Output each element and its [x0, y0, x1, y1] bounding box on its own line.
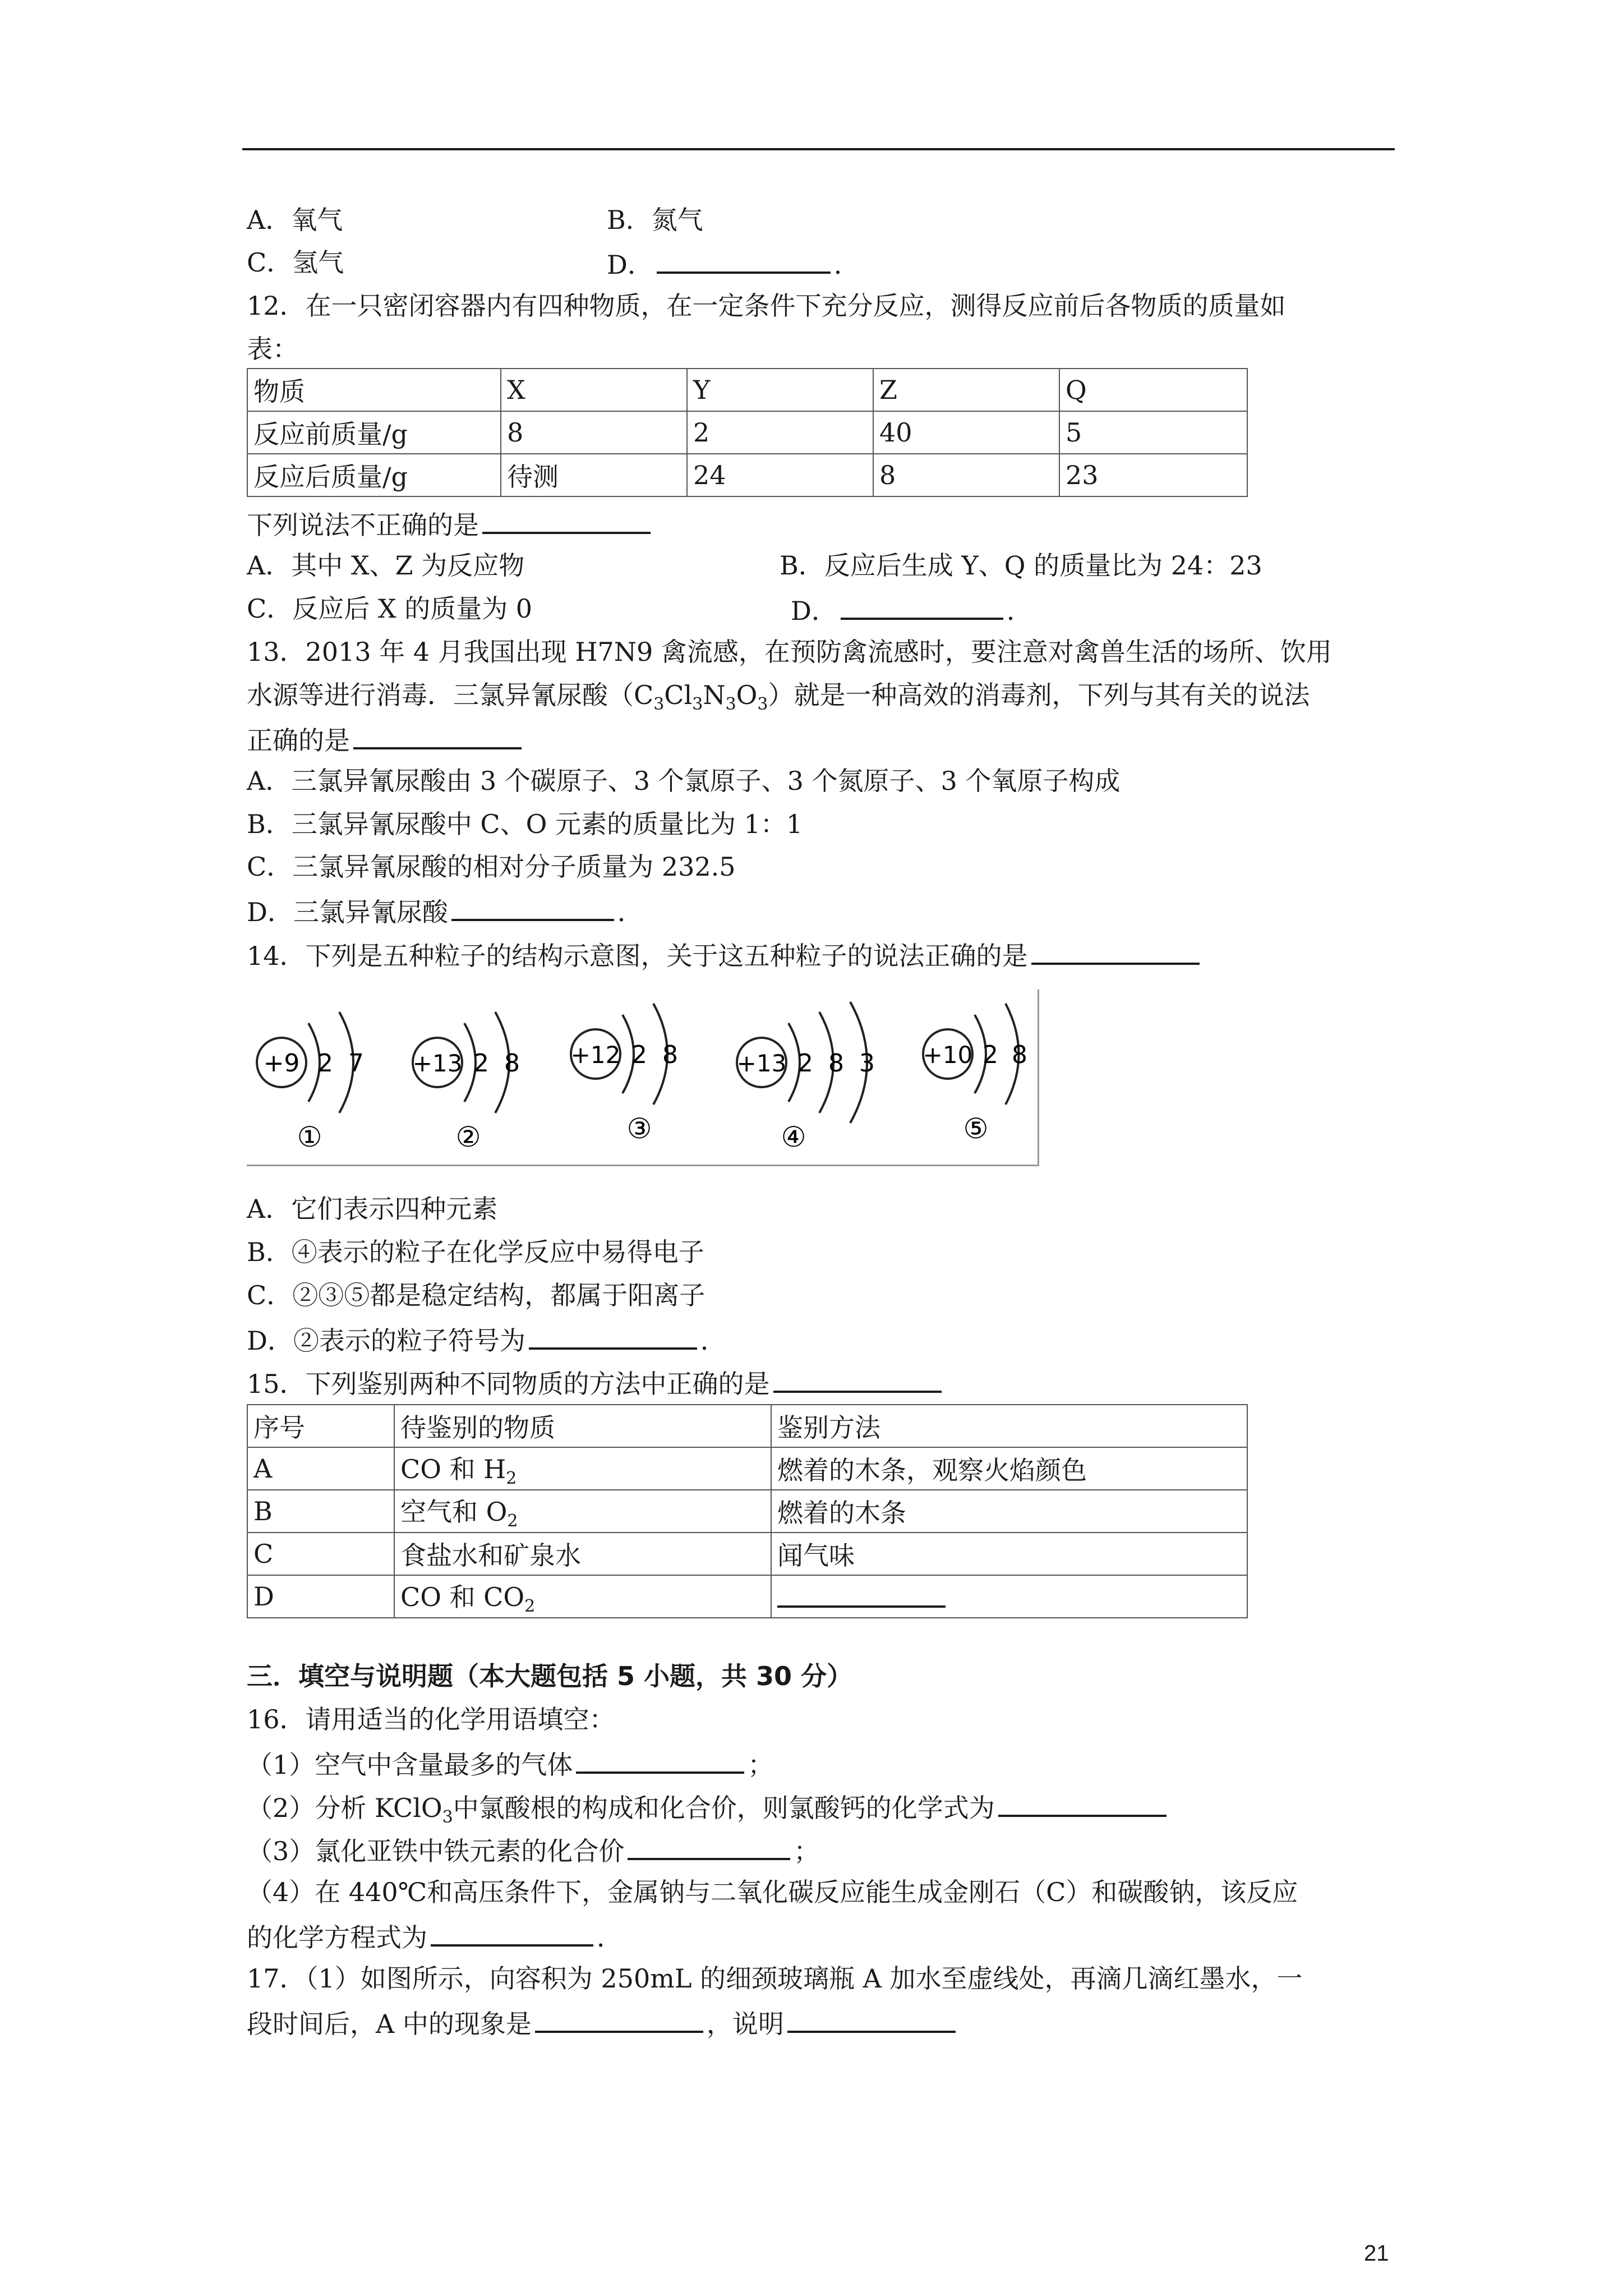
shell-electrons: 3 — [859, 1049, 875, 1078]
table-cell: 燃着的木条，观察火焰颜色 — [771, 1447, 1247, 1490]
atom-1 — [257, 1012, 364, 1153]
q14-option-d: D．②表示的粒子符号为 ． — [247, 1322, 726, 1358]
shell-electrons: 8 — [662, 1041, 678, 1069]
atom-label: ④ — [781, 1121, 806, 1153]
table-cell: 40 — [873, 411, 1059, 454]
table-cell: Q — [1059, 369, 1247, 411]
table-cell: 空气和 $O_2$ — [394, 1490, 771, 1533]
q11-option-a: A．氧气 — [247, 205, 343, 235]
q16-part2: （2）分析 KClO$_3$中氯酸根的构成和化合价，则氯酸钙的化学式为 — [247, 1789, 1170, 1834]
q13-option-a: A．三氯异氰尿酸由 3 个碳原子、3 个氯原子、3 个氮原子、3 个氧原子构成 — [247, 766, 1121, 796]
answer-blank[interactable] — [576, 1746, 744, 1774]
table-cell: 鉴别方法 — [771, 1405, 1247, 1447]
shell-electrons: 7 — [348, 1049, 364, 1078]
table-cell: 24 — [687, 454, 873, 496]
atom-diagrams-svg — [247, 990, 1038, 1165]
q12-option-a: A．其中 X、Z 为反应物 — [247, 550, 525, 581]
table-row — [247, 454, 1247, 496]
q16-part1: （1）空气中含量最多的气体 ； — [247, 1746, 773, 1782]
answer-blank[interactable] — [787, 2005, 956, 2033]
table-cell: Z — [873, 369, 1059, 411]
atom-2 — [413, 1012, 520, 1153]
q13-stem: 13．2013 年 4 月我国出现 H7N9 禽流感，在预防禽流感时，要注意对禽兽生活的场所、饮用 — [247, 637, 1332, 667]
answer-blank[interactable] — [773, 1365, 942, 1393]
q12-option-b: B．反应后生成 Y、Q 的质量比为 24：23 — [780, 550, 1262, 581]
shell-electrons: 2 — [983, 1041, 998, 1069]
table-cell: 燃着的木条 — [771, 1490, 1247, 1533]
table-cell: 待鉴别的物质 — [394, 1405, 771, 1447]
q14-stem: 14．下列是五种粒子的结构示意图，关于这五种粒子的说法正确的是 — [247, 937, 1203, 973]
answer-blank[interactable] — [841, 592, 1003, 620]
shell-electrons: 2 — [631, 1041, 647, 1069]
atom-label: ③ — [626, 1112, 652, 1145]
q14-option-c: C．②③⑤都是稳定结构，都属于阳离子 — [247, 1280, 706, 1310]
answer-blank[interactable] — [777, 1580, 946, 1608]
q11-option-c: C．氢气 — [247, 247, 344, 278]
table-row — [247, 1490, 1247, 1533]
table-cell: B — [247, 1490, 394, 1533]
shell-electrons: 2 — [317, 1049, 333, 1078]
shell-electrons: 2 — [473, 1049, 489, 1078]
q15-table — [247, 1404, 1248, 1618]
shell-electrons: 8 — [828, 1049, 844, 1078]
q17-stem-cont: 段时间后，A 中的现象是 ，说明 — [247, 2005, 959, 2041]
table-cell: 反应前质量/g — [247, 411, 501, 454]
table-cell: 5 — [1059, 411, 1247, 454]
table-cell: Y — [687, 369, 873, 411]
table-cell: X — [501, 369, 687, 411]
table-cell: CO 和 $H_2$ — [394, 1447, 771, 1490]
q12-option-c: C．反应后 X 的质量为 0 — [247, 593, 533, 624]
nucleus-charge: +13 — [736, 1050, 787, 1077]
table-cell: D — [247, 1575, 394, 1618]
nucleus-charge: +9 — [263, 1049, 300, 1078]
table-cell: 8 — [873, 454, 1059, 496]
table-cell: CO 和 $CO_2$ — [394, 1575, 771, 1618]
answer-blank[interactable] — [657, 246, 831, 274]
table-row — [247, 1575, 1247, 1618]
q11-option-b: B．氮气 — [607, 205, 703, 235]
answer-blank[interactable] — [431, 1918, 593, 1947]
table-cell: 反应后质量/g — [247, 454, 501, 496]
q13-option-b: B．三氯异氰尿酸中 C、O 元素的质量比为 1：1 — [247, 809, 803, 839]
table-row — [247, 411, 1247, 454]
atom-label: ① — [297, 1121, 322, 1153]
q11-option-d: D． ． — [607, 246, 860, 282]
table-cell: 闻气味 — [771, 1533, 1247, 1575]
q12-table — [247, 368, 1248, 497]
shell-electrons: 8 — [504, 1049, 520, 1078]
q17-stem: 17．（1）如图所示，向容积为 250mL 的细颈玻璃瓶 A 加水至虚线处，再滴几滴红墨水，一 — [247, 1963, 1303, 1994]
answer-blank[interactable] — [353, 721, 522, 749]
nucleus-charge: +13 — [412, 1050, 463, 1077]
table-row — [247, 369, 1247, 411]
atom-3 — [571, 1004, 678, 1145]
atom-5 — [923, 1004, 1027, 1145]
table-row — [247, 1447, 1247, 1490]
table-cell: 8 — [501, 411, 687, 454]
header-rule — [242, 148, 1395, 150]
answer-blank[interactable] — [998, 1789, 1166, 1817]
q13-stem-end: 正确的是 — [247, 721, 525, 757]
table-cell: 食盐水和矿泉水 — [394, 1533, 771, 1575]
q12-option-d: D． ． — [791, 592, 1032, 628]
atom-label: ⑤ — [963, 1112, 989, 1145]
answer-blank[interactable] — [535, 2005, 703, 2033]
table-cell: 待测 — [501, 454, 687, 496]
section-title: 三．填空与说明题（本大题包括 5 小题，共 30 分） — [247, 1661, 853, 1691]
q14-option-b: B．④表示的粒子在化学反应中易得电子 — [247, 1237, 704, 1267]
q12-stem-cont: 表： — [247, 334, 298, 364]
q16-stem: 16．请用适当的化学用语填空： — [247, 1704, 615, 1734]
table-cell: 23 — [1059, 454, 1247, 496]
q12-stem: 12．在一只密闭容器内有四种物质，在一定条件下充分反应，测得反应前后各物质的质量如 — [247, 291, 1286, 321]
atom-label: ② — [455, 1121, 481, 1153]
q16-part4-cont: 的化学方程式为 ． — [247, 1918, 623, 1954]
answer-blank[interactable] — [482, 506, 651, 534]
table-cell: 物质 — [247, 369, 501, 411]
q16-part4: （4）在 440℃和高压条件下，金属钠与二氧化碳反应能生成金刚石（C）和碳酸钠，该反应 — [247, 1877, 1298, 1907]
atom-4 — [737, 1002, 875, 1153]
q16-part3: （3）氯化亚铁中铁元素的化合价 ； — [247, 1832, 819, 1868]
answer-blank[interactable] — [529, 1322, 697, 1350]
page-number: 21 — [1364, 2241, 1389, 2266]
answer-blank[interactable] — [628, 1832, 790, 1860]
table-cell: 序号 — [247, 1405, 394, 1447]
table-cell — [771, 1575, 1247, 1618]
table-cell: C — [247, 1533, 394, 1575]
q12-ask: 下列说法不正确的是 — [247, 506, 654, 542]
nucleus-charge: +12 — [570, 1041, 621, 1069]
q13-stem-cont: 水源等进行消毒．三氯异氰尿酸$(C_3Cl_3N_3O_3)$就是一种高效的消毒剂，下列与其有关的说法 — [247, 680, 1310, 715]
table-cell: 2 — [687, 411, 873, 454]
table-cell: A — [247, 1447, 394, 1490]
answer-blank[interactable] — [1031, 937, 1200, 965]
q13-option-d: D．三氯异氰尿酸 ． — [247, 893, 643, 929]
q15-stem: 15．下列鉴别两种不同物质的方法中正确的是 — [247, 1365, 945, 1401]
q14-option-a: A．它们表示四种元素 — [247, 1194, 498, 1224]
shell-electrons: 2 — [797, 1049, 813, 1078]
answer-blank[interactable] — [451, 893, 614, 921]
table-row — [247, 1405, 1247, 1447]
table-row — [247, 1533, 1247, 1575]
atomic-structure-diagram — [247, 990, 1039, 1166]
shell-electrons: 8 — [1012, 1041, 1027, 1069]
nucleus-charge: +10 — [923, 1041, 973, 1069]
q13-option-c: C．三氯异氰尿酸的相对分子质量为 232.5 — [247, 852, 736, 882]
